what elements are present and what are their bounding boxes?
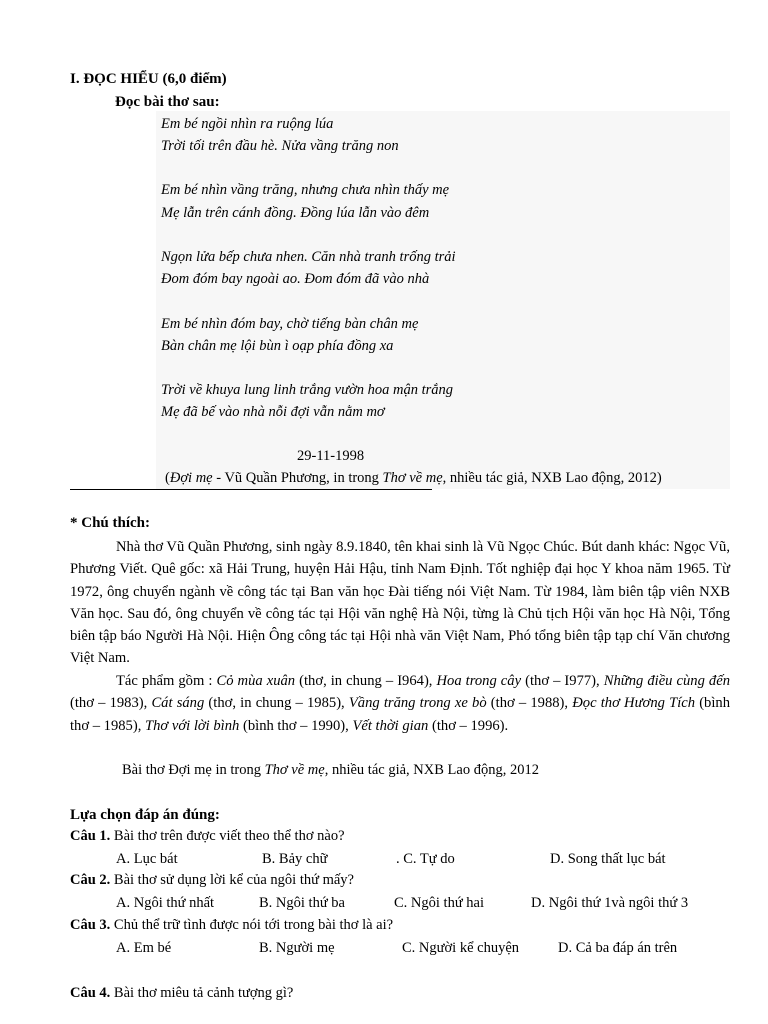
question-2 [70, 872, 354, 889]
work-title: Vầng trăng trong xe bò [348, 695, 487, 712]
poem-line: Em bé nhìn vầng trăng, nhưng chưa nhìn thấy mẹ [161, 182, 450, 198]
poem-block [156, 111, 730, 489]
works-list [70, 670, 730, 737]
publish-details: , nhiều tác giả, NXB Lao động, 2012 [324, 762, 539, 778]
work-info: (thơ, in chung – 1985), [204, 695, 349, 712]
work-info: (thơ – 1983), [70, 695, 152, 712]
work-info: (thơ – I977), [521, 673, 604, 689]
work-title: Thơ với lời bình [145, 717, 240, 734]
poem-line: Em bé ngồi nhìn ra ruộng lúa [161, 116, 334, 132]
question-label: Câu 2. [70, 872, 111, 888]
q2-option-b[interactable]: B. Ngôi thứ ba [259, 895, 345, 911]
poem-line: Ngọn lửa bếp chưa nhen. Căn nhà tranh trống trải [161, 249, 456, 265]
section-title: I. ĐỌC HIỂU (6,0 điểm) [70, 71, 227, 87]
q1-option-c[interactable]: . C. Tự do [396, 851, 455, 867]
q2-option-a[interactable]: A. Ngôi thứ nhất [116, 895, 215, 911]
question-label: Câu 4. [70, 985, 111, 1001]
q2-option-c[interactable]: C. Ngôi thứ hai [394, 895, 485, 911]
divider [70, 489, 432, 490]
question-text: Bài thơ miêu tả cảnh tượng gì? [110, 985, 294, 1001]
work-info: (thơ, in chung – I964), [295, 673, 437, 689]
work-title: Vết thời gian [352, 717, 429, 734]
notes-heading: * Chú thích: [70, 515, 151, 531]
poem-line: Đom đóm bay ngoài ao. Đom đóm đã vào nhà [161, 271, 430, 287]
question-text: Chủ thể trữ tình được nói tới trong bài thơ là ai? [110, 917, 394, 933]
poem-source [165, 470, 662, 487]
question-1 [70, 828, 345, 845]
question-label: Câu 3. [70, 917, 111, 933]
work-info: (thơ – 1988), [486, 695, 573, 712]
work-title: Hoa trong cây [436, 673, 522, 689]
publish-note [122, 762, 539, 779]
poem-line: Em bé nhìn đóm bay, chờ tiếng bàn chân mẹ [161, 316, 419, 332]
work-title: Cát sáng [151, 695, 205, 712]
work-info: (bình thơ – 1990), [239, 717, 353, 734]
question-label: Câu 1. [70, 828, 111, 844]
publish-book: Thơ về mẹ [264, 762, 325, 778]
q3-option-c[interactable]: C. Người kể chuyện [402, 940, 520, 956]
author-bio: Nhà thơ Vũ Quần Phương, sinh ngày 8.9.1840, tên khai sinh là Vũ Ngọc Chúc. Bút danh khác: Ngọc Vũ, Phương Viết. Quê gốc: xã Hải Trung, huyện Hải Hậu, tỉnh Nam Định. Tốt nghiệp đại học Y khoa năm 1965. Từ 1972, ông chuyển ngành về công tác tại Ban văn học Đài tiếng nói Việt Nam. Từ 1984, làm biên tập viên NXB Văn học. Sau đó, ông chuyển về công tác tại Hội văn nghệ Hà Nội, từng là Chủ tịch Hội văn học Hà Nội, Tổng biên tập báo Người Hà Nội. Hiện Ông công tác tại Hội nhà văn Việt Nam, Phó tổng biên tập tạp chí Văn chương Việt Nam. [70, 539, 730, 667]
work-title: Đọc thơ Hương Tích [572, 695, 696, 712]
works-intro: Tác phẩm gồm : [116, 673, 217, 689]
source-book: Thơ về mẹ [382, 470, 443, 486]
q1-option-a[interactable]: A. Lục bát [116, 851, 178, 867]
publish-text: Bài thơ Đợi mẹ in trong [122, 762, 265, 778]
source-author: - Vũ Quần Phương, in trong [212, 470, 383, 486]
poem-line: Mẹ lẫn trên cánh đồng. Đồng lúa lẫn vào đêm [161, 205, 430, 221]
question-text: Bài thơ trên được viết theo thể thơ nào? [110, 828, 345, 844]
q3-option-d[interactable]: D. Cả ba đáp án trên [558, 940, 678, 956]
q1-option-d[interactable]: D. Song thất lục bát [550, 851, 666, 867]
q1-option-b[interactable]: B. Bảy chữ [262, 851, 328, 867]
source-title: Đợi mẹ [169, 470, 213, 486]
question-text: Bài thơ sử dụng lời kể của ngôi thứ mấy? [110, 872, 354, 888]
work-info: (bình thơ – 1985), [70, 695, 731, 734]
poem-date: 29-11-1998 [297, 448, 365, 464]
q3-option-a[interactable]: A. Em bé [116, 940, 172, 956]
poem-instruction: Đọc bài thơ sau: [115, 94, 220, 110]
poem-line: Mẹ đã bế vào nhà nỗi đợi vẫn nằm mơ [161, 404, 385, 420]
quiz-heading: Lựa chọn đáp án đúng: [70, 807, 220, 823]
q3-option-b[interactable]: B. Người mẹ [259, 940, 335, 956]
question-4 [70, 985, 293, 1002]
q2-option-d[interactable]: D. Ngôi thứ 1và ngôi thứ 3 [531, 895, 689, 911]
poem-line: Trời tối trên đầu hè. Nửa vầng trăng non [161, 138, 399, 154]
work-info: (thơ – 1996). [428, 717, 509, 734]
source-publisher: , nhiều tác giả, NXB Lao động, 2012) [442, 470, 662, 486]
work-title: Những điều cùng đến [603, 673, 730, 689]
poem-line: Trời về khuya lung linh trắng vườn hoa mận trắng [161, 382, 454, 398]
work-title: Cỏ mùa xuân [216, 673, 296, 689]
question-3 [70, 917, 393, 934]
poem-line: Bàn chân mẹ lội bùn ì oạp phía đồng xa [161, 338, 394, 354]
source-open: ( [165, 470, 170, 486]
